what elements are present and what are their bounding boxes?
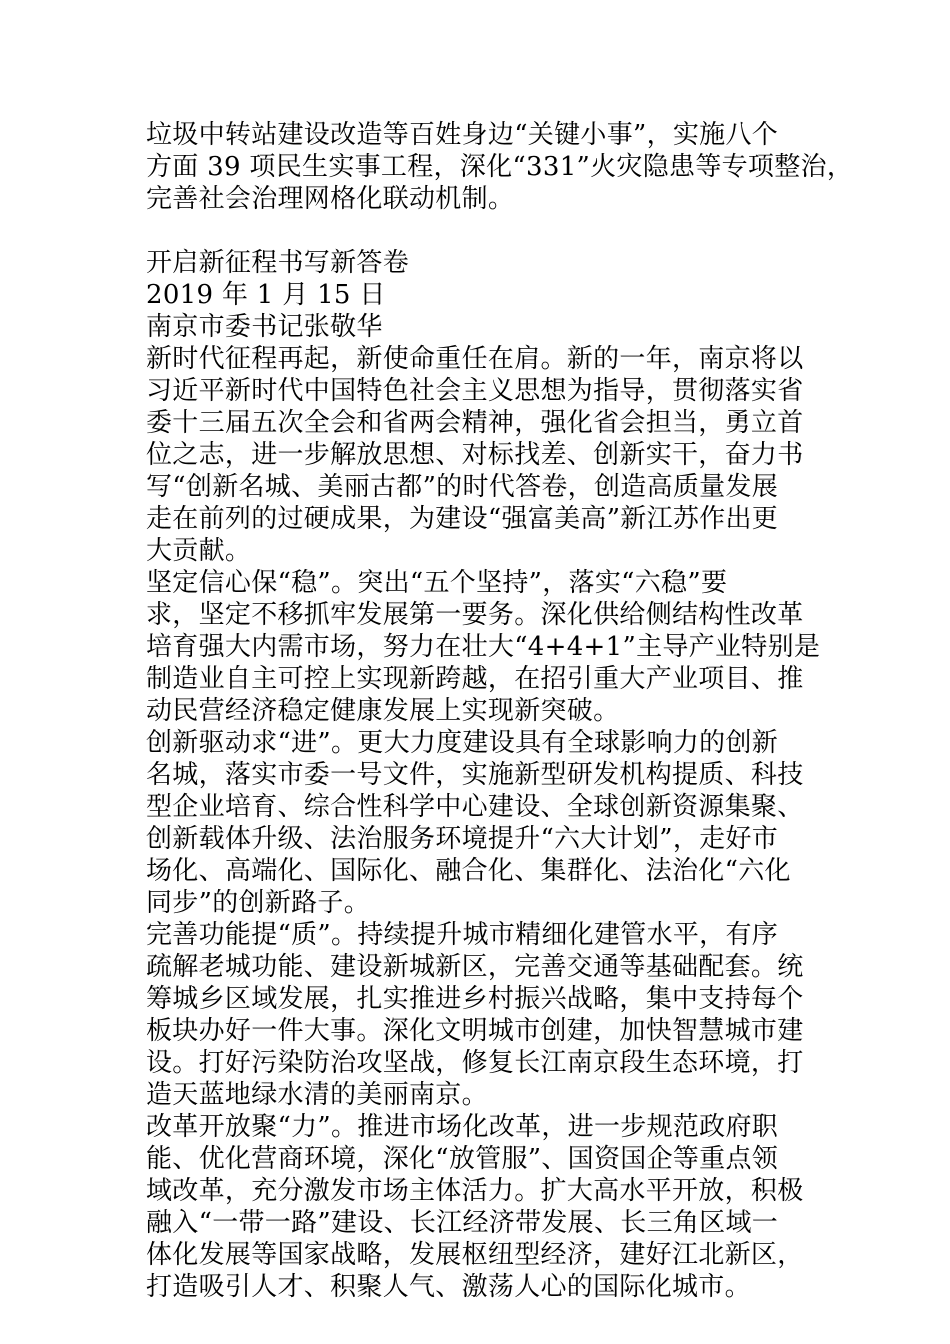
article-title: 开启新征程书写新答卷: [146, 248, 410, 278]
text-line: 体化发展等国家战略，发展枢纽型经济，建好江北新区，: [146, 1240, 804, 1270]
text-line: 方面 39 项民生实事工程，深化“331”火灾隐患等专项整治，: [146, 152, 854, 182]
text-line: 培育强大内需市场，努力在壮大“4+4+1”主导产业特别是: [146, 632, 821, 662]
text-line: 走在前列的过硬成果，为建设“强富美高”新江苏作出更: [146, 504, 779, 534]
text-line: 型企业培育、综合性科学中心建设、全球创新资源集聚、: [146, 792, 804, 822]
text-line: 大贡献。: [146, 536, 252, 566]
document-page: [146, 119, 854, 1303]
text-line: 创新驱动求“进”。更大力度建设具有全球影响力的创新: [146, 728, 779, 758]
text-line: 委十三届五次全会和省两会精神，强化省会担当，勇立首: [146, 408, 804, 438]
paragraph-opening: [146, 343, 818, 567]
paragraph-reform: [146, 1111, 818, 1303]
text-line: 改革开放聚“力”。推进市场化改革，进一步规范政府职: [146, 1112, 779, 1142]
text-line: 能、优化营商环境，深化“放管服”、国资国企等重点领: [146, 1144, 779, 1174]
text-line: 垃圾中转站建设改造等百姓身边“关键小事”，实施八个: [146, 120, 779, 150]
article-date: 2019 年 1 月 15 日: [146, 280, 386, 310]
text-line: 板块办好一件大事。深化文明城市创建，加快智慧城市建: [146, 1016, 804, 1046]
text-line: 完善功能提“质”。持续提升城市精细化建管水平，有序: [146, 920, 779, 950]
text-line: 创新载体升级、法治服务环境提升“六大计划”，走好市: [146, 824, 779, 854]
text-line: 完善社会治理网格化联动机制。: [146, 184, 515, 214]
text-line: 习近平新时代中国特色社会主义思想为指导，贯彻落实省: [146, 376, 804, 406]
text-line: 同步”的创新路子。: [146, 888, 370, 918]
text-line: 求，坚定不移抓牢发展第一要务。深化供给侧结构性改革: [146, 600, 804, 630]
text-line: 设。打好污染防治攻坚战，修复长江南京段生态环境，打: [146, 1048, 804, 1078]
text-line: 融入“一带一路”建设、长江经济带发展、长三角区域一: [146, 1208, 779, 1238]
text-line: 场化、高端化、国际化、融合化、集群化、法治化“六化: [146, 856, 791, 886]
text-line: 写“创新名城、美丽古都”的时代答卷，创造高质量发展: [146, 472, 779, 502]
text-line: 位之志，进一步解放思想、对标找差、创新实干，奋力书: [146, 440, 804, 470]
text-line: 疏解老城功能、建设新城新区，完善交通等基础配套。统: [146, 952, 804, 982]
text-line: 动民营经济稳定健康发展上实现新突破。: [146, 696, 620, 726]
text-line: 打造吸引人才、积聚人气、激荡人心的国际化城市。: [146, 1272, 751, 1302]
paragraph-stability: [146, 567, 821, 727]
text-line: 制造业自主可控上实现新跨越，在招引重大产业项目、推: [146, 664, 804, 694]
intro-paragraph: [146, 119, 854, 215]
text-line: 域改革，充分激发市场主体活力。扩大高水平开放，积极: [146, 1176, 804, 1206]
text-line: 新时代征程再起，新使命重任在肩。新的一年，南京将以: [146, 344, 804, 374]
text-line: 坚定信心保“稳”。突出“五个坚持”，落实“六稳”要: [146, 568, 728, 598]
paragraph-innovation: [146, 727, 818, 919]
text-line: 名城，落实市委一号文件，实施新型研发机构提质、科技: [146, 760, 804, 790]
paragraph-quality: [146, 919, 818, 1111]
text-line: 造天蓝地绿水清的美丽南京。: [146, 1080, 488, 1110]
text-line: 筹城乡区域发展，扎实推进乡村振兴战略，集中支持每个: [146, 984, 804, 1014]
article-author: 南京市委书记张敬华: [146, 312, 383, 342]
paragraph-spacer: [146, 215, 818, 247]
